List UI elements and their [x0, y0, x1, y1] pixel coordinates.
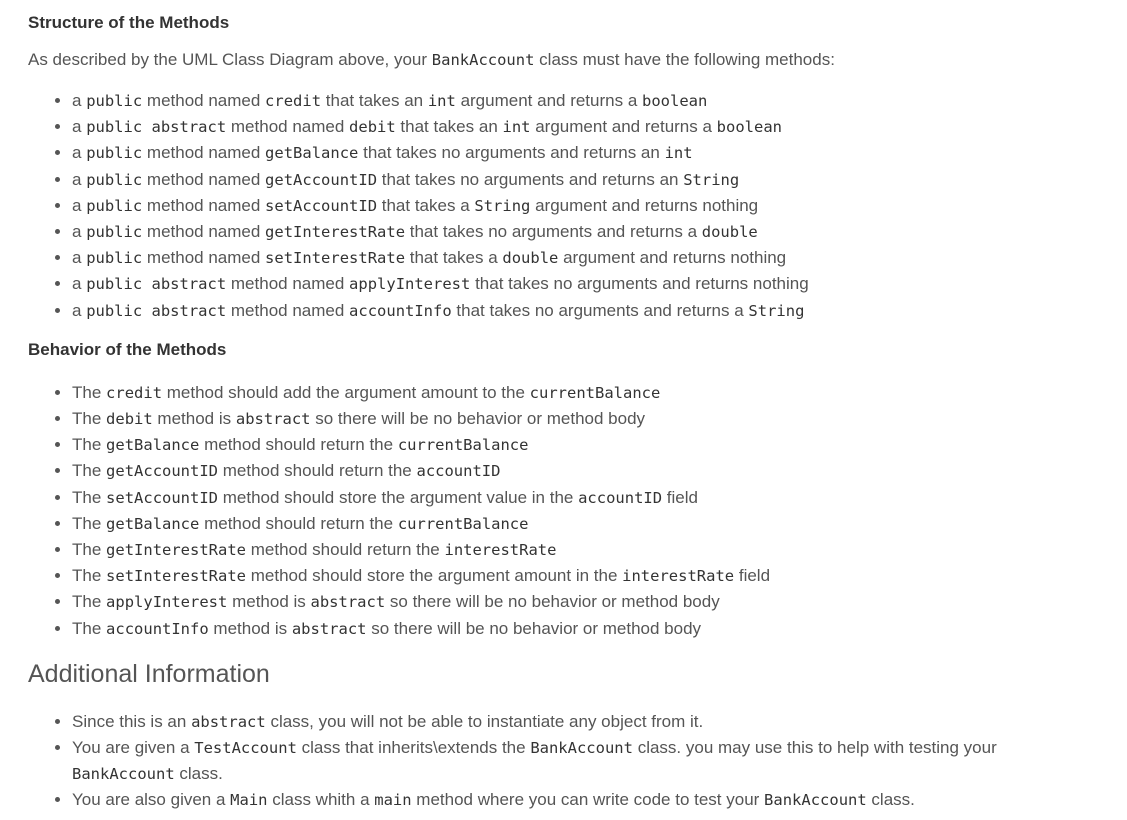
inline-code: public [86, 92, 143, 110]
inline-code: getBalance [265, 144, 359, 163]
text-run: that takes an [321, 91, 428, 110]
inline-code: BankAccount [431, 51, 535, 69]
text-run: that takes a [377, 195, 475, 215]
inline-code: TestAccount [194, 739, 297, 758]
list-item [72, 616, 1127, 642]
text-run: method named [142, 169, 266, 189]
text-run: field [662, 487, 698, 507]
text-run: method should return the [199, 513, 398, 533]
text-run: You are given a [72, 738, 195, 758]
text-run: method named [226, 300, 350, 320]
list-item [72, 114, 1127, 140]
inline-code: abstract [310, 593, 386, 612]
text-run: class that inherits\extends the [296, 738, 531, 758]
text-run: a [72, 91, 87, 110]
text-run: method named [142, 248, 266, 268]
text-run: so there will be no behavior or method body [310, 409, 646, 429]
inline-code: int [502, 118, 531, 137]
text-run: that takes a [405, 248, 503, 268]
inline-code: getBalance [106, 436, 200, 455]
behavior-heading: Behavior of the Methods [28, 339, 227, 359]
text-run: method where you can write code to test your [411, 790, 765, 810]
text-run: argument and returns a [455, 91, 643, 110]
list-item [72, 140, 1127, 166]
inline-code: double [701, 223, 758, 242]
list-item [72, 88, 1127, 114]
text-run: The [72, 513, 107, 533]
text-run: a [72, 222, 87, 242]
text-run: method named [142, 143, 266, 163]
inline-code: String [474, 196, 531, 215]
inline-code: getInterestRate [265, 223, 406, 242]
inline-code: int [664, 144, 693, 163]
text-run: method named [226, 117, 350, 137]
additional-info-heading: Additional Information [28, 659, 270, 688]
text-run: The [72, 487, 107, 507]
inline-code: boolean [642, 92, 708, 110]
inline-code: String [748, 301, 805, 320]
inline-code: public [86, 249, 143, 268]
list-item [72, 589, 1127, 615]
list-item [72, 432, 1127, 458]
structure-heading: Structure of the Methods [28, 13, 230, 32]
text-run: You are also given a [72, 790, 231, 810]
inline-code: abstract [235, 410, 311, 429]
text-run: that takes an [395, 117, 503, 137]
inline-code: getInterestRate [106, 541, 247, 560]
inline-code: accountInfo [349, 301, 452, 320]
text-run: argument and returns nothing [558, 248, 787, 268]
text-run: so there will be no behavior or method body [366, 618, 702, 638]
text-run: that takes no arguments and returns a [405, 222, 702, 242]
text-run: so there will be no behavior or method body [385, 592, 720, 612]
structure-method-list [28, 88, 1127, 324]
inline-code: applyInterest [349, 275, 471, 294]
inline-code: accountID [578, 488, 663, 507]
list-item [72, 709, 1127, 735]
list-item [72, 537, 1127, 563]
text-run: a [72, 143, 87, 163]
text-run: method is [227, 592, 311, 612]
behavior-method-list [28, 380, 1127, 642]
text-run: that takes no arguments and returns an [358, 143, 665, 163]
text-run: method should return the [246, 540, 445, 560]
inline-code: public [86, 196, 143, 215]
text-run: that takes no arguments and returns an [377, 169, 684, 189]
inline-code: getAccountID [106, 462, 219, 481]
inline-code: Main [230, 791, 268, 810]
text-run: method should return the [199, 435, 398, 455]
text-run: class. [174, 764, 223, 784]
list-item [72, 458, 1127, 484]
text-run: method should store the argument value in the [218, 487, 579, 507]
list-item [72, 245, 1127, 271]
inline-code: public abstract [86, 275, 227, 294]
inline-code: currentBalance [529, 383, 661, 402]
list-item [72, 219, 1127, 245]
inline-code: currentBalance [397, 514, 529, 533]
inline-code: public [86, 170, 143, 189]
text-run: class. [866, 790, 915, 810]
inline-code: debit [349, 118, 396, 137]
inline-code: getBalance [106, 514, 200, 533]
list-item [72, 511, 1127, 537]
text-run: method named [142, 195, 266, 215]
inline-code: interestRate [622, 567, 735, 586]
text-run: class whith a [267, 790, 375, 810]
text-run: field [734, 566, 771, 586]
inline-code: credit [106, 383, 163, 402]
inline-code: public abstract [86, 301, 227, 320]
text-run: The [72, 566, 107, 586]
text-run: The [72, 618, 107, 638]
text-run: a [72, 300, 87, 320]
inline-code: credit [265, 92, 322, 110]
inline-code: abstract [191, 712, 266, 731]
inline-code: BankAccount [72, 765, 175, 784]
additional-info-list [28, 709, 1127, 814]
text-run: The [72, 435, 107, 455]
inline-code: public [86, 223, 143, 242]
text-run: a [72, 248, 87, 268]
text-run: argument and returns nothing [530, 195, 759, 215]
text-run: method named [142, 91, 266, 110]
list-item [72, 406, 1127, 432]
text-run: Since this is an [72, 711, 192, 731]
list-item [72, 167, 1127, 193]
text-run: method should store the argument amount in the [246, 566, 623, 586]
text-run: class, you will not be able to instantiate any object from it. [265, 711, 704, 731]
inline-code: interestRate [444, 541, 557, 560]
text-run: that takes no arguments and returns nothing [470, 274, 809, 294]
text-run: method should add the argument amount to the [162, 382, 530, 402]
text-run: The [72, 540, 107, 560]
text-run: The [72, 461, 107, 481]
text-run: method named [142, 222, 266, 242]
text-run: class. you may use this to help with testing your [632, 738, 997, 758]
text-run: a [72, 195, 87, 215]
list-item [72, 271, 1127, 297]
inline-code: debit [106, 410, 153, 429]
inline-code: public abstract [86, 118, 227, 137]
text-run: method is [152, 409, 236, 429]
text-run: method is [208, 618, 292, 638]
inline-code: getAccountID [265, 170, 378, 189]
inline-code: applyInterest [106, 593, 228, 612]
text-run: argument and returns a [530, 117, 717, 137]
inline-code: currentBalance [397, 436, 529, 455]
inline-code: BankAccount [764, 791, 867, 810]
inline-code: accountID [416, 462, 501, 481]
text-run: method named [226, 274, 350, 294]
text-run: a [72, 169, 87, 189]
inline-code: BankAccount [530, 739, 633, 758]
list-item [72, 193, 1127, 219]
text-run: a [72, 274, 87, 294]
list-item [72, 787, 1127, 813]
structure-intro [28, 49, 1127, 71]
text-run: The [72, 409, 107, 429]
text-run: class must have the following methods: [534, 50, 835, 69]
inline-code: abstract [291, 619, 367, 638]
inline-code: setInterestRate [265, 249, 406, 268]
text-run: a [72, 117, 87, 137]
text-run: The [72, 382, 107, 402]
inline-code: public [86, 144, 143, 163]
list-item [72, 563, 1127, 589]
text-run: The [72, 592, 107, 612]
inline-code: setAccountID [265, 196, 378, 215]
inline-code: double [502, 249, 559, 268]
inline-code: accountInfo [106, 619, 209, 638]
list-item [72, 298, 1127, 324]
text-run: that takes no arguments and returns a [451, 300, 749, 320]
list-item [72, 485, 1127, 511]
inline-code: setInterestRate [106, 567, 247, 586]
inline-code: setAccountID [106, 488, 219, 507]
list-item [72, 380, 1127, 406]
list-item [72, 735, 1127, 787]
inline-code: String [683, 170, 740, 189]
text-run: As described by the UML Class Diagram above, your [28, 50, 432, 69]
inline-code: main [374, 791, 412, 810]
inline-code: boolean [716, 118, 782, 137]
inline-code: int [427, 92, 456, 110]
text-run: method should return the [218, 461, 417, 481]
